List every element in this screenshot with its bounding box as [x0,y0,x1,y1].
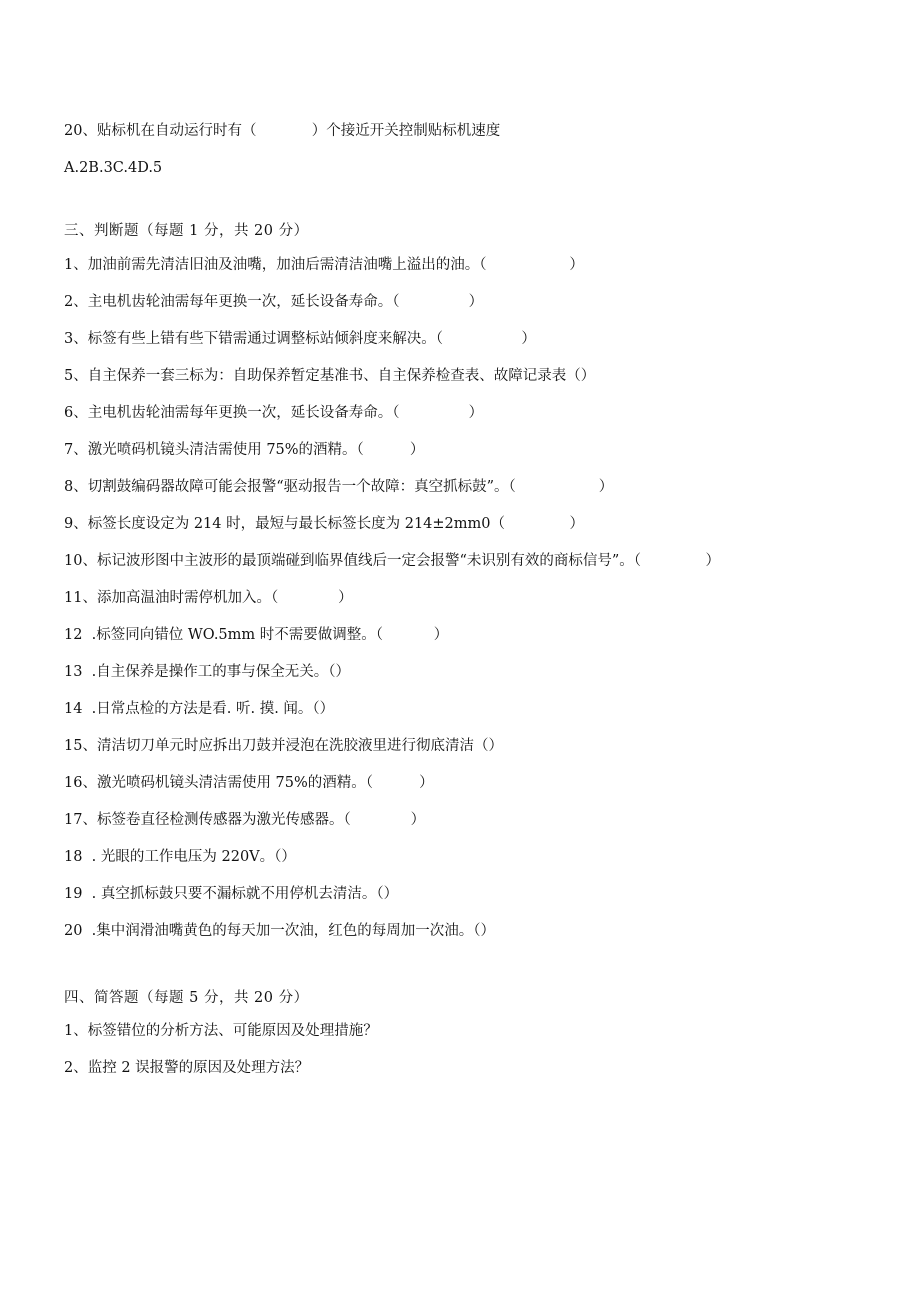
judgement-item: 10、标记波形图中主波形的最顶端碰到临界值线后一定会报警“未识别有效的商标信号”。（ ） [64,553,721,569]
judgement-item: 3、标签有些上错有些下错需通过调整标站倾斜度来解决。（ ） [64,331,536,347]
judgement-item: 5、自主保养一套三标为：自助保养暂定基准书、自主保养检查表、故障记录表（） [64,368,596,384]
judgement-item: 19 . 真空抓标鼓只要不漏标就不用停机去清洁。（） [64,886,399,902]
judgement-item: 8、切割鼓编码器故障可能会报警“驱动报告一个故障：真空抓标鼓”。（ ） [64,479,614,495]
judgement-item: 17、标签卷直径检测传感器为激光传感器。（ ） [64,812,426,828]
question-20-options: A.2B.3C.4D.5 [64,160,163,176]
judgement-item: 13 .自主保养是操作工的事与保全无关。（） [64,664,351,680]
judgement-item: 16、激光喷码机镜头清洁需使用 75%的酒精。（ ） [64,775,434,791]
judgement-item: 20 .集中润滑油嘴黄色的每天加一次油，红色的每周加一次油。（） [64,923,496,939]
judgement-item: 1、加油前需先清洁旧油及油嘴，加油后需清洁油嘴上溢出的油。（ ） [64,257,584,273]
judgement-item: 6、主电机齿轮油需每年更换一次，延长设备寿命。（ ） [64,405,484,421]
judgement-item: 15、清洁切刀单元时应拆出刀鼓并浸泡在洗胶液里进行彻底清洁（） [64,738,503,754]
short-answer-item: 1、标签错位的分析方法、可能原因及处理措施？ [64,1023,378,1039]
judgement-item: 12 .标签同向错位 WO.5mm 时不需要做调整。（ ） [64,627,449,643]
section-3-heading: 三、判断题（每题 1 分，共 20 分） [64,223,309,239]
judgement-item: 18 . 光眼的工作电压为 220V。（） [64,849,296,865]
section-4-heading: 四、简答题（每题 5 分，共 20 分） [64,990,309,1006]
short-answer-item: 2、监控 2 误报警的原因及处理方法？ [64,1060,310,1076]
judgement-item: 2、主电机齿轮油需每年更换一次，延长设备寿命。（ ） [64,294,484,310]
judgement-item: 14 .日常点检的方法是看. 听. 摸. 闻。（） [64,701,335,717]
judgement-item: 9、标签长度设定为 214 时，最短与最长标签长度为 214±2mm0（ ） [64,516,585,532]
question-20: 20、贴标机在自动运行时有（ ）个接近开关控制贴标机速度 [64,123,501,139]
judgement-item: 7、激光喷码机镜头清洁需使用 75%的酒精。（ ） [64,442,425,458]
judgement-item: 11、添加高温油时需停机加入。（ ） [64,590,353,606]
